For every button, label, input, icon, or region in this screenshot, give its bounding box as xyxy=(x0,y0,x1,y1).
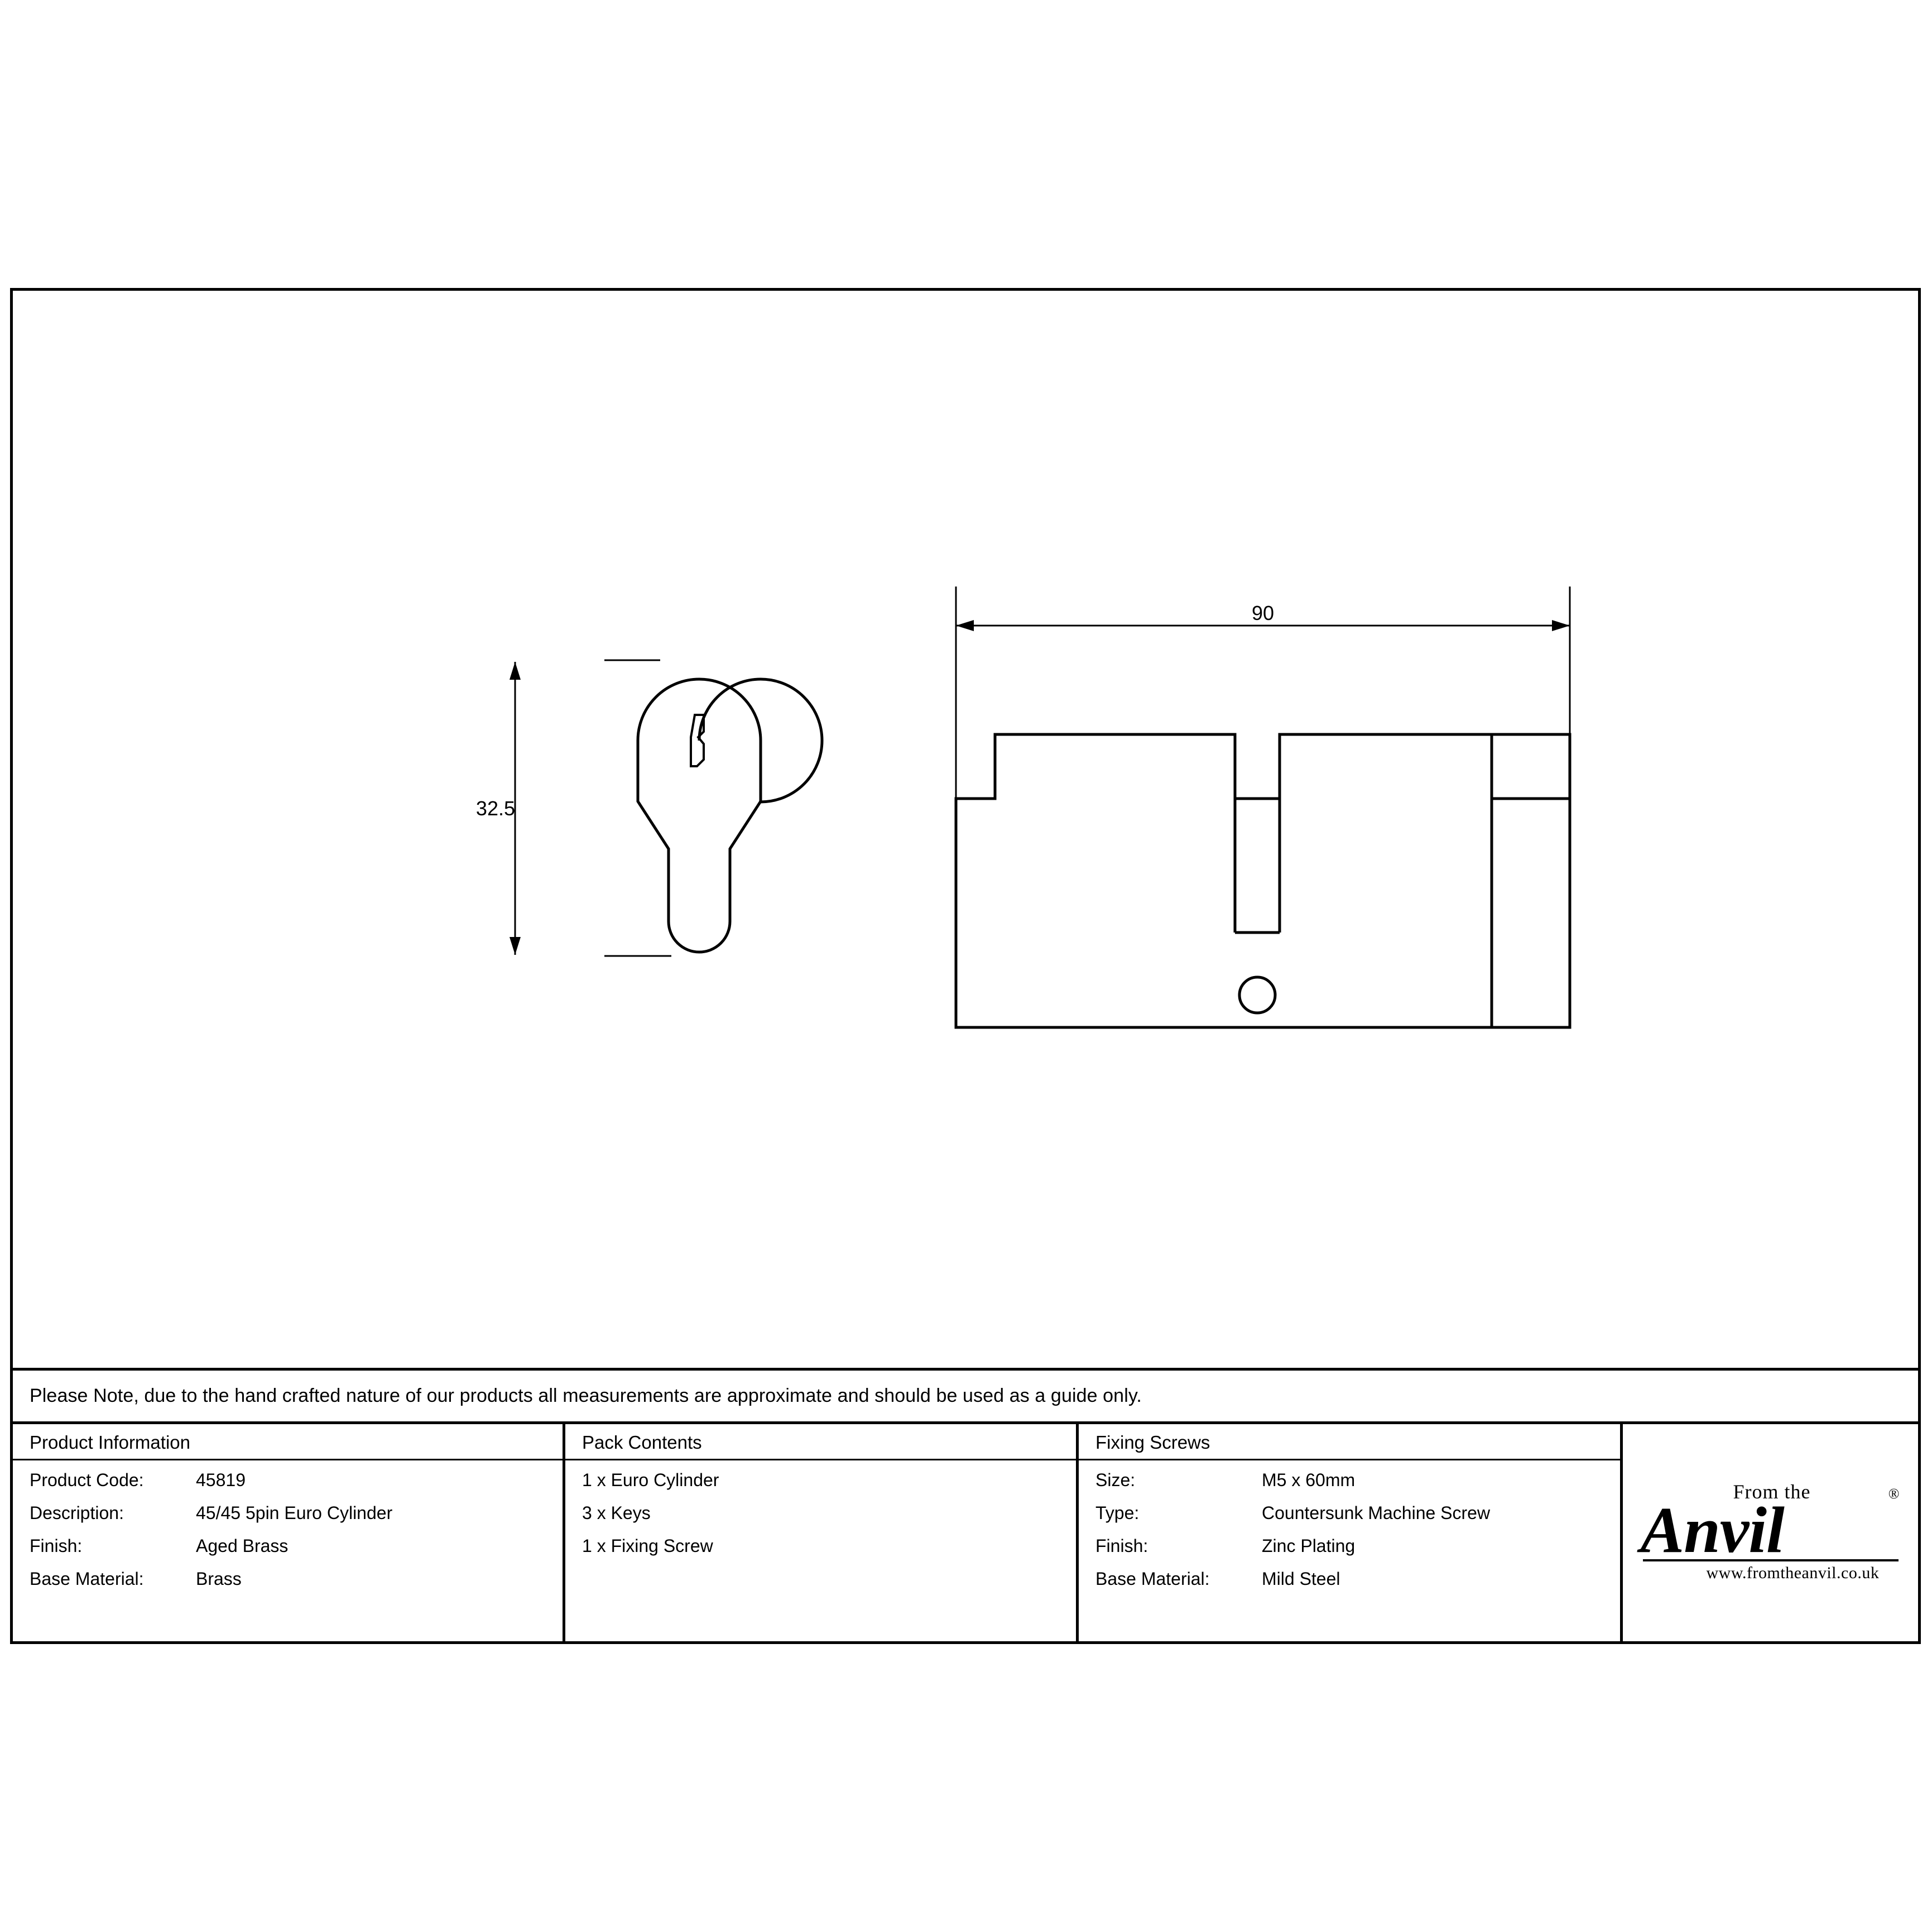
list-item: 3 x Keys xyxy=(582,1503,651,1523)
info-table xyxy=(13,1421,1918,1644)
logo-url-text: www.fromtheanvil.co.uk xyxy=(1706,1564,1880,1582)
product-information-body xyxy=(13,1459,563,1588)
height-dimension-label: 32.5 xyxy=(475,797,515,820)
field-label: Base Material: xyxy=(1095,1569,1210,1589)
field-value: Countersunk Machine Screw xyxy=(1262,1503,1491,1523)
pack-contents-column xyxy=(565,1424,1079,1644)
product-information-title: Product Information xyxy=(30,1432,190,1453)
table-row xyxy=(30,1537,563,1555)
note-row xyxy=(13,1368,1918,1421)
field-value: 45/45 5pin Euro Cylinder xyxy=(196,1503,393,1523)
fixing-screws-title: Fixing Screws xyxy=(1095,1432,1210,1453)
fixing-screws-body xyxy=(1079,1459,1620,1588)
field-label: Type: xyxy=(1095,1503,1140,1523)
note-text: Please Note, due to the hand crafted nature of our products all measurements are approximate and should be used as a guide only. xyxy=(30,1385,1142,1406)
cylinder-side-view xyxy=(956,734,1570,1027)
pack-contents-title: Pack Contents xyxy=(582,1432,702,1453)
length-dimension xyxy=(956,587,1570,1027)
table-row xyxy=(1095,1471,1620,1489)
cylinder-end-view xyxy=(638,679,822,952)
divider xyxy=(13,1459,563,1460)
drawing-area xyxy=(13,291,1918,1368)
fixing-screws-column xyxy=(1079,1424,1623,1644)
product-information-column xyxy=(13,1424,565,1644)
field-value: Aged Brass xyxy=(196,1536,289,1556)
table-row xyxy=(1095,1537,1620,1555)
table-row xyxy=(30,1570,563,1588)
divider xyxy=(1079,1459,1620,1460)
field-value: 45819 xyxy=(196,1470,246,1490)
field-label: Base Material: xyxy=(30,1569,144,1589)
logo-anvil-text: Anvil xyxy=(1640,1493,1784,1566)
list-item: 1 x Euro Cylinder xyxy=(582,1470,719,1490)
divider xyxy=(1643,1559,1899,1561)
pack-contents-body xyxy=(565,1459,1076,1555)
length-dimension-label: 90 xyxy=(1251,602,1275,624)
field-label: Finish: xyxy=(30,1536,83,1556)
table-row xyxy=(1095,1570,1620,1588)
field-value: Brass xyxy=(196,1569,242,1589)
euro-cylinder-drawing xyxy=(13,291,1918,1368)
table-row xyxy=(1095,1504,1620,1522)
field-value: M5 x 60mm xyxy=(1262,1470,1356,1490)
field-label: Finish: xyxy=(1095,1536,1148,1556)
list-item: 1 x Fixing Screw xyxy=(582,1536,713,1556)
table-row xyxy=(30,1471,563,1489)
brand-logo xyxy=(1623,1424,1918,1644)
logo-from-the-text: From the xyxy=(1733,1481,1811,1503)
field-label: Size: xyxy=(1095,1470,1136,1490)
registered-trademark-icon: ® xyxy=(1888,1486,1900,1502)
height-dimension xyxy=(510,660,671,956)
field-label: Description: xyxy=(30,1503,124,1523)
field-value: Zinc Plating xyxy=(1262,1536,1356,1556)
technical-drawing-sheet xyxy=(10,288,1921,1644)
field-label: Product Code: xyxy=(30,1470,144,1490)
divider xyxy=(565,1459,1076,1460)
field-value: Mild Steel xyxy=(1262,1569,1340,1589)
table-row xyxy=(30,1504,563,1522)
